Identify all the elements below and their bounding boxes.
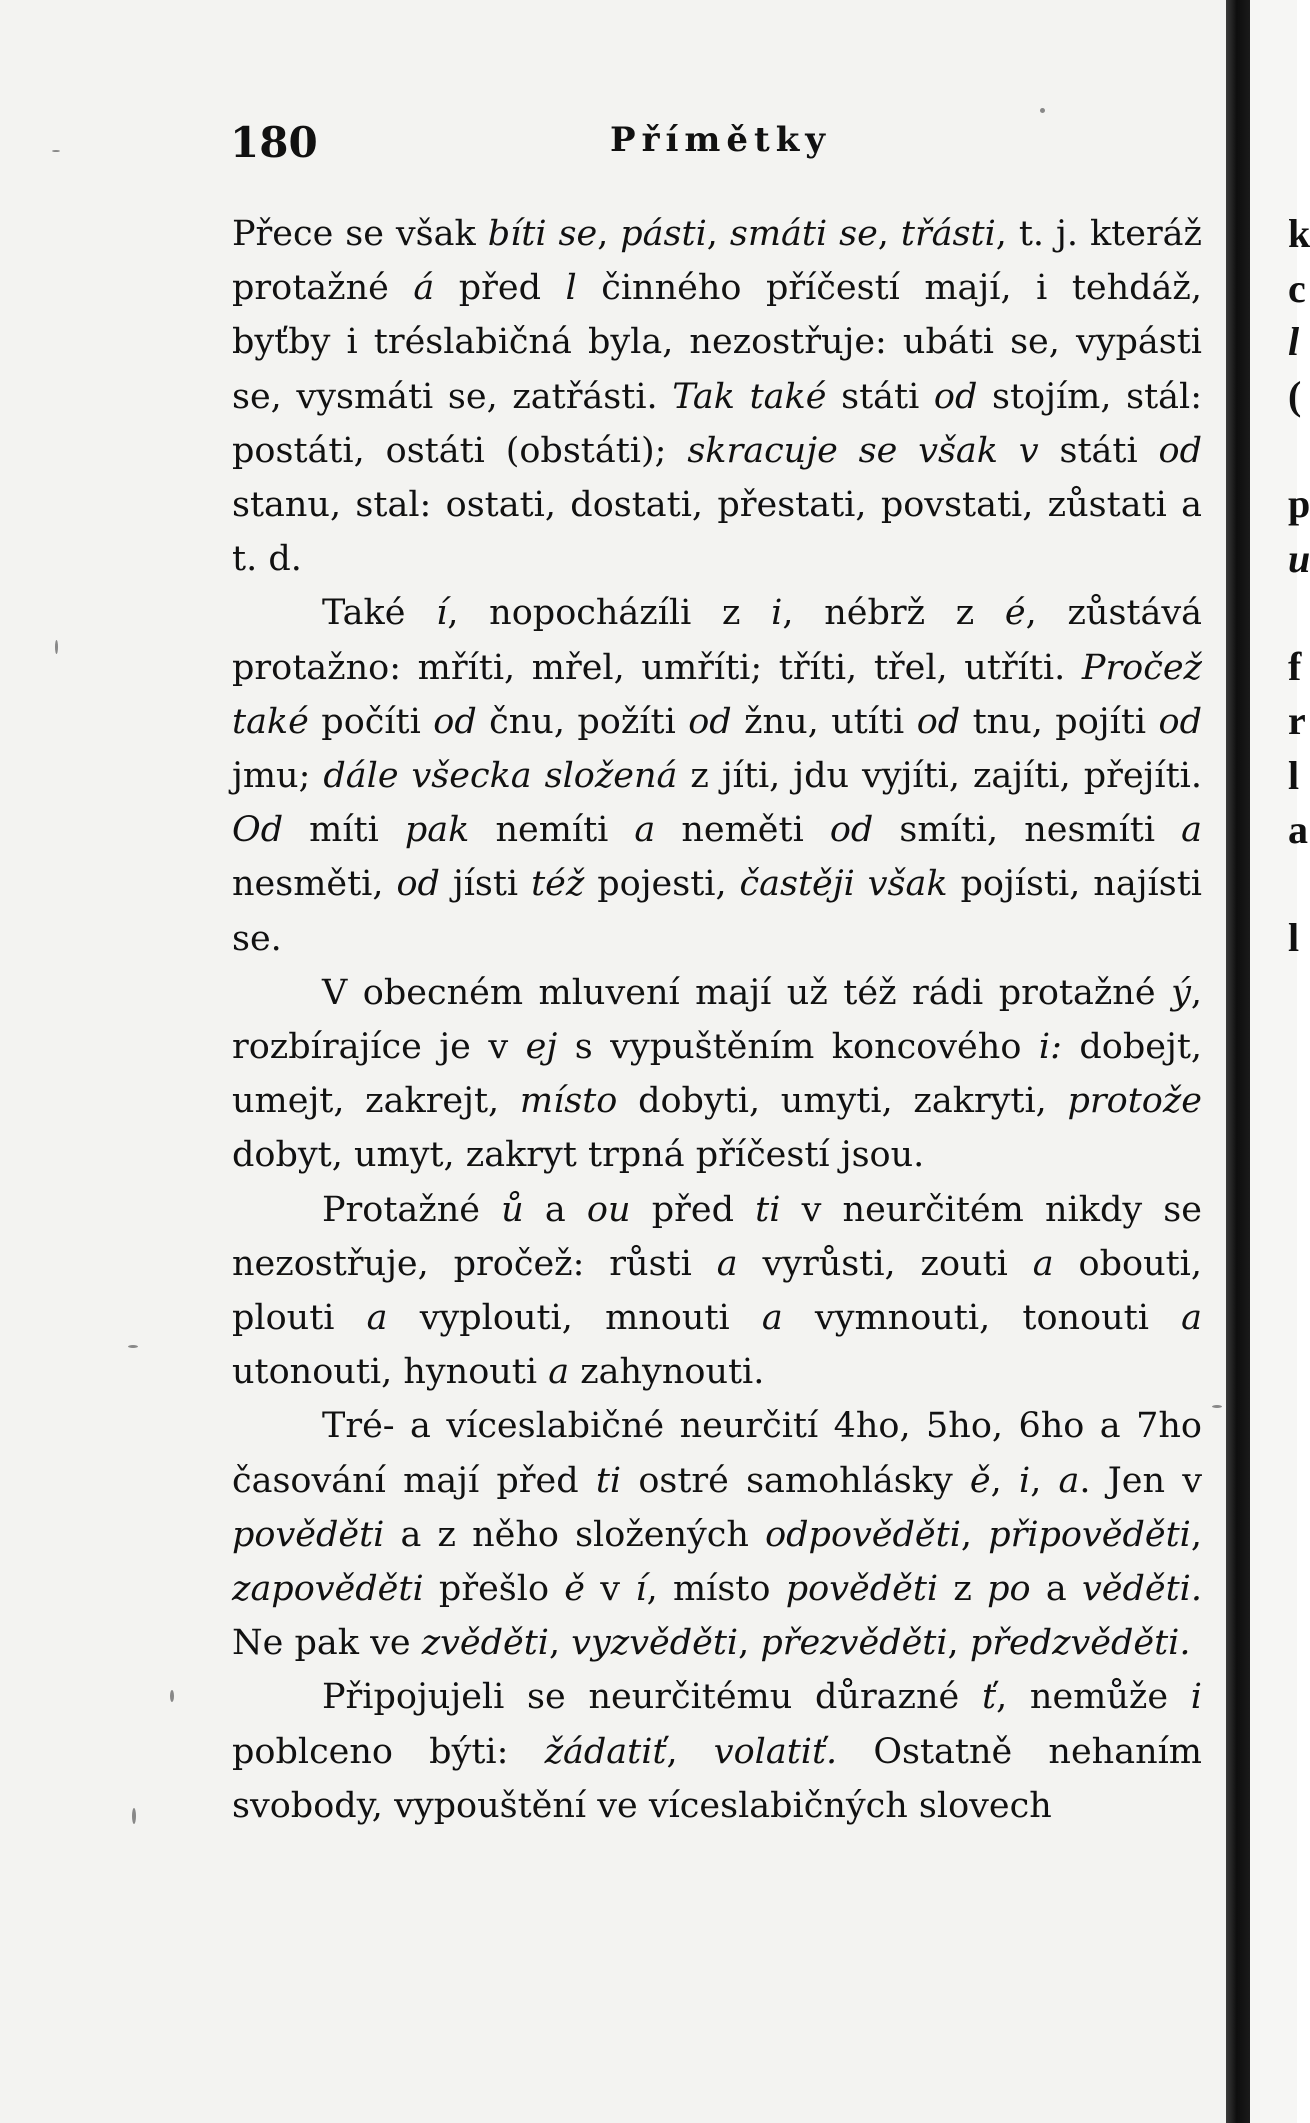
text-run: neměti bbox=[655, 810, 830, 851]
next-page-fragment: u bbox=[1288, 536, 1310, 581]
italic-run: í bbox=[436, 593, 448, 634]
italic-run: a bbox=[1181, 810, 1202, 851]
text-run: v bbox=[585, 1569, 636, 1610]
next-page-fragment: a bbox=[1288, 807, 1308, 852]
text-run: státi bbox=[826, 376, 934, 417]
text-run: Také bbox=[322, 593, 437, 634]
italic-run: od bbox=[433, 701, 477, 742]
text-run: , bbox=[597, 214, 621, 254]
scan-speck bbox=[132, 1808, 136, 1824]
text-run: vymnouti, tonouti bbox=[782, 1298, 1182, 1339]
next-page-fragment: l bbox=[1288, 753, 1300, 798]
text-run: Ostatně nehaním svobody, vypouštění ve víceslabičných slovech bbox=[232, 1731, 1202, 1826]
text-run: poblceno býti: bbox=[232, 1731, 545, 1772]
italic-run: též bbox=[531, 864, 585, 905]
italic-run: ť bbox=[981, 1677, 997, 1718]
italic-run: a bbox=[634, 810, 656, 851]
italic-run: a bbox=[761, 1298, 783, 1339]
text-run: , bbox=[877, 214, 901, 254]
italic-run: ti bbox=[595, 1460, 622, 1501]
text-run: stojím, stál: postáti, ostáti (obstáti); bbox=[232, 376, 1202, 471]
italic-run: přezvěděti bbox=[760, 1623, 948, 1664]
next-page-fragment: r bbox=[1288, 698, 1306, 743]
page-body bbox=[232, 207, 1202, 1833]
italic-run: i bbox=[771, 593, 783, 634]
italic-run: protože bbox=[1067, 1081, 1202, 1122]
page-number: 180 bbox=[230, 118, 318, 167]
text-run: počíti bbox=[308, 701, 434, 742]
next-page-fragment: l bbox=[1288, 319, 1300, 364]
paragraph-2 bbox=[232, 586, 1202, 965]
italic-run: zvěděti bbox=[421, 1623, 549, 1664]
text-run: smíti, nesmíti bbox=[873, 810, 1182, 851]
text-run: , bbox=[1190, 1514, 1202, 1555]
text-run: míti bbox=[283, 810, 405, 851]
text-run: , bbox=[666, 1731, 714, 1772]
page-header bbox=[230, 118, 1150, 178]
text-run: činného příčestí mají, i tehdáž, byťby i tréslabičná byla, nezostřuje: ubáti se, vypásti se, vysmáti se, zatřásti. bbox=[232, 268, 1202, 417]
text-run: V obecném mluvení mají už též rádi protažné bbox=[322, 972, 1172, 1013]
text-run: tnu, pojíti bbox=[960, 701, 1159, 742]
text-run: v neurčitém nikdy se nezostřuje, pročež: růsti bbox=[232, 1189, 1202, 1284]
text-run: , zůstává protažno: mříti, mřel, umříti; tříti, třel, utříti. bbox=[232, 593, 1202, 688]
italic-run: smáti se bbox=[729, 214, 878, 254]
scan-speck bbox=[52, 150, 60, 152]
italic-run: žádatiť bbox=[544, 1731, 667, 1772]
text-run: , nébrž z bbox=[782, 593, 1005, 634]
text-run: dobejt, umejt, zakrejt, bbox=[232, 1027, 1203, 1122]
next-page-fragment: f bbox=[1288, 644, 1302, 689]
italic-run: a bbox=[716, 1243, 738, 1284]
text-run: z bbox=[938, 1569, 988, 1610]
italic-run: od bbox=[688, 701, 732, 742]
italic-run: l bbox=[565, 268, 577, 309]
paragraph-1 bbox=[232, 207, 1202, 586]
text-run: s vypuštěním koncového bbox=[557, 1027, 1039, 1068]
text-run: zahynouti. bbox=[569, 1352, 765, 1393]
text-run: Připojujeli se neurčitému důrazné bbox=[322, 1677, 982, 1718]
italic-run: vyzvěděti bbox=[571, 1623, 739, 1664]
text-run: pojesti, bbox=[584, 864, 740, 905]
italic-run: pak bbox=[404, 810, 470, 851]
text-run: vyrůsti, zouti bbox=[737, 1243, 1033, 1284]
italic-run: od bbox=[829, 810, 874, 851]
next-page-fragment: c bbox=[1288, 266, 1306, 311]
italic-run: bíti se bbox=[487, 214, 598, 254]
text-run: a bbox=[1030, 1569, 1083, 1610]
text-run: Ne pak ve bbox=[232, 1623, 422, 1664]
text-run: dobyti, umyti, zakryti, bbox=[617, 1081, 1068, 1122]
italic-run: od bbox=[933, 376, 978, 417]
text-run: , bbox=[706, 214, 730, 254]
italic-run: od bbox=[396, 864, 440, 905]
text-run: jísti bbox=[439, 864, 532, 905]
text-run: , místo bbox=[646, 1569, 786, 1610]
text-run: , nopocházíli z bbox=[447, 593, 772, 634]
text-run: Přece se však bbox=[232, 214, 488, 254]
text-run: obouti, plouti bbox=[232, 1243, 1202, 1339]
text-run: státi bbox=[1038, 430, 1159, 471]
text-run: nesměti, bbox=[232, 864, 397, 905]
italic-run: a bbox=[548, 1352, 570, 1393]
italic-run: dále všecka složená bbox=[323, 756, 678, 797]
text-run: , bbox=[738, 1623, 761, 1664]
text-run: Protažné bbox=[322, 1189, 502, 1230]
italic-run: od bbox=[1158, 701, 1202, 742]
text-run: , bbox=[1030, 1460, 1059, 1501]
italic-run: připověděti bbox=[988, 1514, 1191, 1555]
italic-run: od bbox=[1158, 430, 1203, 471]
italic-run: pověděti bbox=[785, 1569, 939, 1610]
italic-run: é bbox=[1004, 593, 1026, 634]
scan-speck bbox=[170, 1690, 174, 1702]
scan-speck bbox=[1212, 1405, 1222, 1408]
italic-run: ej bbox=[525, 1027, 558, 1068]
text-run: ostré samohlásky bbox=[621, 1460, 970, 1501]
italic-run: po bbox=[987, 1569, 1031, 1610]
next-page-fragment: l bbox=[1288, 915, 1300, 960]
text-run: , bbox=[549, 1623, 572, 1664]
italic-run: Od bbox=[232, 810, 284, 851]
paragraph-6 bbox=[232, 1670, 1202, 1833]
text-run: žnu, utíti bbox=[731, 701, 917, 742]
scan-speck bbox=[55, 640, 58, 654]
next-page-edge bbox=[1250, 0, 1310, 2123]
italic-run: i bbox=[1190, 1677, 1202, 1718]
text-run: stanu, stal: ostati, dostati, přestati, povstati, zůstati a t. d. bbox=[232, 485, 1202, 580]
italic-run: á bbox=[413, 268, 435, 309]
text-run: před bbox=[434, 268, 566, 309]
text-run: Tré- a víceslabičné neurčití 4ho, 5ho, 6ho a 7ho časování mají před bbox=[232, 1406, 1202, 1501]
text-run: vyplouti, mnouti bbox=[387, 1298, 762, 1339]
text-run: čnu, požíti bbox=[476, 701, 689, 742]
italic-run: místo bbox=[519, 1081, 618, 1122]
text-run: , bbox=[947, 1623, 970, 1664]
italic-run: a bbox=[1181, 1298, 1202, 1339]
text-run: před bbox=[630, 1189, 756, 1230]
text-run: z jíti, jdu vyjíti, zajíti, přejíti. bbox=[677, 756, 1202, 797]
italic-run: skracuje se však v bbox=[687, 430, 1039, 471]
text-run: , rozbírajíce je v bbox=[232, 972, 1202, 1068]
text-run: dobyt, umyt, zakryt trpná příčestí jsou. bbox=[232, 1135, 925, 1176]
paragraph-3 bbox=[232, 966, 1202, 1183]
italic-run: a bbox=[366, 1298, 388, 1339]
italic-run: ou bbox=[586, 1189, 631, 1230]
text-run: a z něho složených bbox=[384, 1514, 766, 1555]
text-run: , bbox=[960, 1514, 989, 1555]
text-run: pojísti, najísti se. bbox=[232, 864, 1202, 959]
italic-run: pásti bbox=[620, 214, 707, 254]
italic-run: ti bbox=[755, 1189, 781, 1230]
italic-run: ý bbox=[1171, 972, 1191, 1013]
italic-run: pověděti bbox=[232, 1514, 385, 1555]
italic-run: častěji však bbox=[739, 864, 948, 905]
italic-run: a bbox=[1058, 1460, 1080, 1501]
italic-run: ě bbox=[969, 1460, 991, 1501]
italic-run: a bbox=[1032, 1243, 1054, 1284]
text-run: , t. j. kteráž protažné bbox=[232, 214, 1202, 309]
scan-speck bbox=[1040, 108, 1045, 113]
scan-speck bbox=[128, 1345, 138, 1348]
italic-run: ě bbox=[564, 1569, 586, 1610]
text-run: utonouti, hynouti bbox=[232, 1352, 549, 1393]
book-gutter bbox=[1226, 0, 1250, 2123]
italic-run: od bbox=[916, 701, 961, 742]
italic-run: i bbox=[1018, 1460, 1031, 1501]
text-run: , bbox=[990, 1460, 1019, 1501]
italic-run: i: bbox=[1038, 1027, 1062, 1068]
text-run: . Jen v bbox=[1079, 1460, 1203, 1501]
text-run: nemíti bbox=[469, 810, 635, 851]
next-page-fragment: k bbox=[1288, 211, 1310, 256]
running-title: Přímětky bbox=[610, 120, 832, 160]
italic-run: Tak také bbox=[672, 376, 827, 417]
italic-run: í bbox=[635, 1569, 647, 1610]
text-run: jmu; bbox=[232, 756, 324, 797]
paragraph-5 bbox=[232, 1399, 1202, 1670]
paragraph-4 bbox=[232, 1183, 1202, 1400]
italic-run: věděti. bbox=[1082, 1569, 1203, 1610]
text-run: , nemůže bbox=[996, 1677, 1191, 1718]
text-run: a bbox=[523, 1189, 587, 1230]
italic-run: ů bbox=[501, 1189, 524, 1230]
italic-run: předzvěděti. bbox=[969, 1623, 1191, 1664]
text-run: přešlo bbox=[423, 1569, 565, 1610]
next-page-fragment: p bbox=[1288, 481, 1310, 526]
italic-run: odpověděti bbox=[765, 1514, 961, 1555]
italic-run: volatiť. bbox=[713, 1731, 838, 1772]
next-page-fragment: ( bbox=[1288, 373, 1302, 418]
italic-run: zapověděti bbox=[232, 1569, 424, 1610]
italic-run: Pročež také bbox=[232, 647, 1202, 742]
italic-run: třásti bbox=[900, 214, 996, 254]
